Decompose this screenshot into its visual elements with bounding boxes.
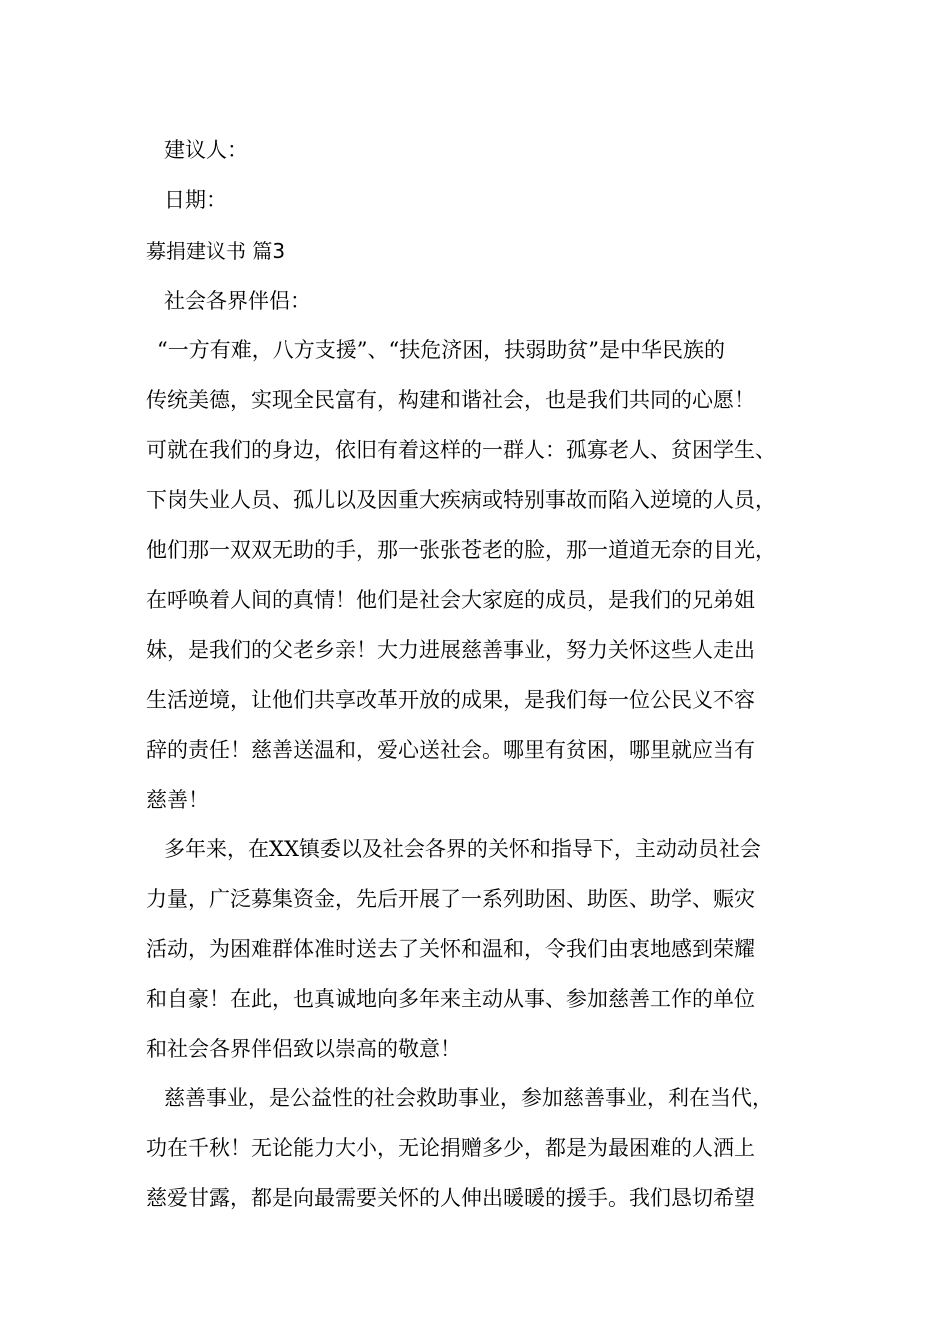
body-line: “一方有难，八方支援”、“扶危济困，扶弱助贫”是中华民族的: [157, 338, 725, 362]
body-line: 慈善事业，是公益性的社会救助事业，参加慈善事业，利在当代，: [164, 1086, 773, 1110]
body-line: 慈爱甘露，都是向最需要关怀的人伸出暖暖的援手。我们恳切希望: [146, 1186, 755, 1210]
proposer-label: 建议人：: [164, 138, 248, 162]
body-line: 力量，广泛募集资金，先后开展了一系列助困、助医、助学、赈灾: [146, 887, 755, 911]
body-line: 多年来，在XX镇委以及社会各界的关怀和指导下，主动动员社会: [164, 837, 761, 861]
salutation: 社会各界伴侣：: [164, 289, 311, 313]
body-line: 功在千秋！无论能力大小，无论捐赠多少，都是为最困难的人洒上: [146, 1136, 755, 1160]
body-line: 慈善！: [146, 788, 209, 812]
body-line: 下岗失业人员、孤儿以及因重大疾病或特别事故而陷入逆境的人员，: [146, 488, 776, 512]
body-line: 活动，为困难群体准时送去了关怀和温和，令我们由衷地感到荣耀: [146, 937, 755, 961]
body-line: 辞的责任！慈善送温和，爱心送社会。哪里有贫困，哪里就应当有: [146, 738, 755, 762]
section-title: 募捐建议书 篇3: [146, 239, 286, 263]
body-line: 传统美德，实现全民富有，构建和谐社会，也是我们共同的心愿！: [146, 388, 755, 412]
date-label: 日期：: [164, 188, 227, 212]
body-line: 妹，是我们的父老乡亲！大力进展慈善事业，努力关怀这些人走出: [146, 638, 755, 662]
body-line: 和自豪！在此，也真诚地向多年来主动从事、参加慈善工作的单位: [146, 987, 755, 1011]
body-line: 在呼唤着人间的真情！他们是社会大家庭的成员，是我们的兄弟姐: [146, 588, 755, 612]
body-line: 和社会各界伴侣致以崇高的敬意！: [146, 1037, 461, 1061]
body-line: 他们那一双双无助的手，那一张张苍老的脸，那一道道无奈的目光，: [146, 538, 776, 562]
body-line: 生活逆境，让他们共享改革开放的成果，是我们每一位公民义不容: [146, 688, 755, 712]
body-line: 可就在我们的身边，依旧有着这样的一群人：孤寡老人、贫困学生、: [146, 438, 776, 462]
